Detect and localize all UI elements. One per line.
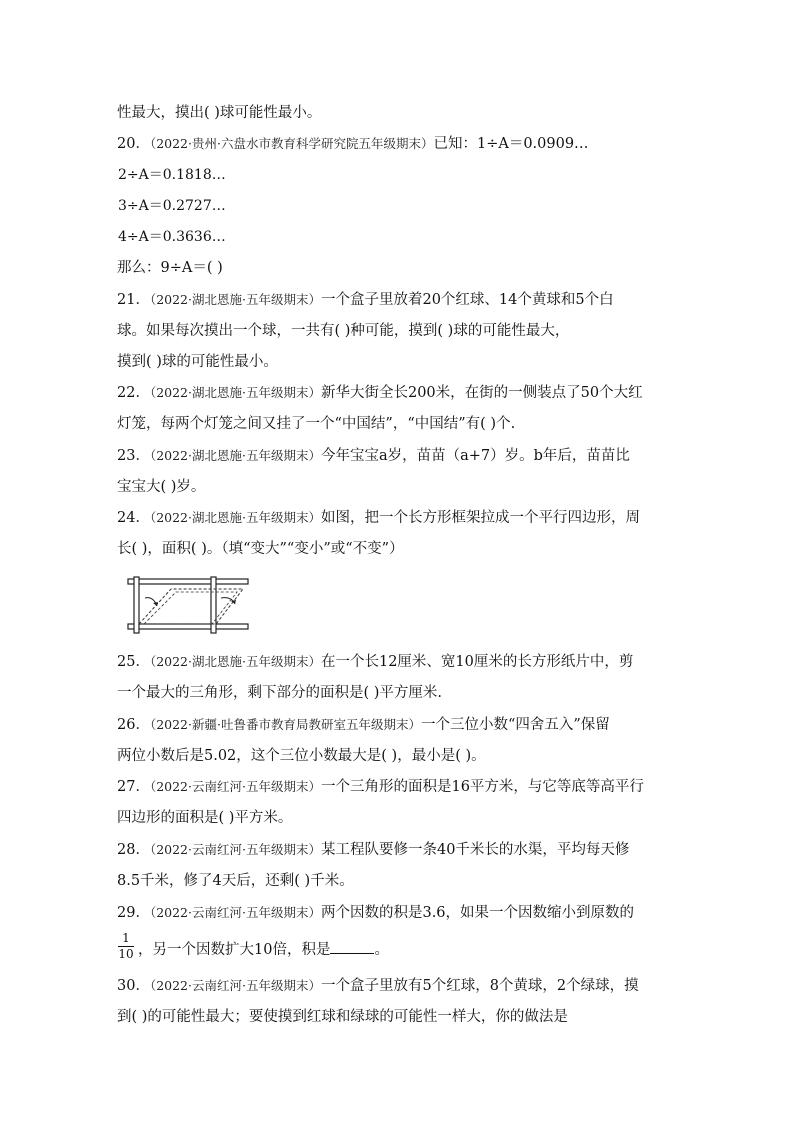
question-source: （2022·湖北恩施·五年级期末） bbox=[149, 292, 321, 307]
question-text: 一个三角形的面积是16平方米，与它等底等高平行 bbox=[320, 779, 644, 795]
question-number: 27． bbox=[117, 779, 150, 795]
question-21 bbox=[117, 290, 614, 310]
question-number: 21． bbox=[117, 292, 150, 308]
q24-line-2: 长( )，面积( )。（填“变大”“变小”或“不变”） bbox=[117, 541, 404, 557]
fraction-numerator: 1 bbox=[122, 931, 130, 945]
rectangle-frame-figure bbox=[127, 576, 249, 634]
q30-line-2: 到( )的可能性最大；要使摸到红球和绿球的可能性一样大，你的做法是 bbox=[117, 1009, 568, 1025]
frame-right-post bbox=[211, 577, 216, 633]
q20-equation-3: 4÷A＝0.3636… bbox=[118, 229, 226, 245]
question-text: 一个盒子里放着20个红球、14个黄球和5个白 bbox=[320, 292, 614, 308]
q28-line-2: 8.5千米，修了4天后，还剩( )千米。 bbox=[117, 873, 354, 889]
question-20 bbox=[117, 134, 589, 154]
q25-line-2: 一个最大的三角形，剩下部分的面积是( )平方厘米. bbox=[117, 685, 443, 701]
question-text: 某工程队要修一条40千米长的水渠，平均每天修 bbox=[320, 842, 630, 858]
question-26 bbox=[117, 715, 610, 735]
question-27 bbox=[117, 777, 644, 797]
frame-top-beam bbox=[128, 579, 248, 584]
q29-line-2 bbox=[138, 940, 389, 960]
question-text: 新华大街全长200米，在街的一侧装点了50个大红 bbox=[320, 385, 643, 401]
q21-line-2: 球。如果每次摸出一个球，一共有( )种可能，摸到( )球的可能性最大， bbox=[117, 323, 570, 339]
question-source: （2022·云南红河·五年级期末） bbox=[149, 905, 321, 920]
fraction-one-tenth bbox=[118, 932, 134, 961]
question-source: （2022·湖北恩施·五年级期末） bbox=[149, 510, 321, 525]
question-number: 24． bbox=[117, 510, 150, 526]
q29-line-2-text: ，另一个因数扩大10倍，积是 bbox=[138, 942, 331, 958]
question-number: 30． bbox=[117, 978, 150, 994]
q23-line-2: 宝宝大( )岁。 bbox=[117, 479, 206, 495]
dashed-parallelogram bbox=[139, 589, 243, 624]
question-text: 如图，把一个长方形框架拉成一个平行四边形，周 bbox=[320, 510, 640, 526]
question-30 bbox=[117, 976, 639, 996]
question-source: （2022·湖北恩施·五年级期末） bbox=[149, 654, 321, 669]
q20-equation-2: 3÷A＝0.2727… bbox=[118, 198, 226, 214]
question-number: 26． bbox=[117, 717, 150, 733]
question-number: 29． bbox=[117, 905, 150, 921]
question-source: （2022·云南红河·五年级期末） bbox=[149, 978, 321, 993]
question-25 bbox=[117, 652, 633, 672]
q21-line-3: 摸到( )球的可能性最小。 bbox=[117, 354, 278, 370]
question-text: 一个三位小数“四舍五入”保留 bbox=[420, 717, 610, 733]
question-source: （2022·新疆·吐鲁番市教育局教研室五年级期末） bbox=[149, 717, 421, 732]
q22-line-2: 灯笼，每两个灯笼之间又挂了一个“中国结”，“中国结”有( )个. bbox=[117, 416, 516, 432]
dashed-parallelogram-inner bbox=[144, 592, 237, 624]
question-source: （2022·贵州·六盘水市教育科学研究院五年级期末） bbox=[149, 136, 434, 151]
question-number: 28． bbox=[117, 842, 150, 858]
question-24 bbox=[117, 508, 640, 528]
q20-question: 那么：9÷A＝( ) bbox=[117, 260, 223, 276]
left-arrow bbox=[145, 598, 157, 606]
q19-tail: 性最大，摸出( )球可能性最小。 bbox=[117, 105, 322, 121]
answer-blank-line bbox=[330, 941, 374, 954]
question-source: （2022·湖北恩施·五年级期末） bbox=[149, 448, 321, 463]
question-number: 25． bbox=[117, 654, 150, 670]
question-29 bbox=[117, 903, 634, 923]
question-number: 20． bbox=[117, 136, 150, 152]
question-source: （2022·云南红河·五年级期末） bbox=[149, 779, 321, 794]
q20-equation-1: 2÷A＝0.1818… bbox=[118, 167, 226, 183]
frame-left-post bbox=[134, 577, 139, 633]
q27-line-2: 四边形的面积是( )平方米。 bbox=[117, 810, 293, 826]
q29-line-2-end: 。 bbox=[374, 942, 389, 958]
question-number: 22． bbox=[117, 385, 150, 401]
question-text: 一个盒子里放有5个红球，8个黄球，2个绿球，摸 bbox=[320, 978, 639, 994]
question-28 bbox=[117, 840, 629, 860]
question-source: （2022·湖北恩施·五年级期末） bbox=[149, 385, 321, 400]
question-text: 在一个长12厘米、宽10厘米的长方形纸片中，剪 bbox=[320, 654, 634, 670]
fraction-denominator: 10 bbox=[118, 947, 134, 961]
q26-line-2: 两位小数后是5.02，这个三位小数最大是( )，最小是( )。 bbox=[117, 748, 486, 764]
question-number: 23． bbox=[117, 448, 150, 464]
frame-bottom-beam bbox=[128, 624, 248, 629]
question-22 bbox=[117, 383, 643, 403]
question-text: 今年宝宝a岁，苗苗（a+7）岁。b年后，苗苗比 bbox=[320, 448, 630, 464]
question-23 bbox=[117, 446, 630, 466]
question-text: 两个因数的积是3.6，如果一个因数缩小到原数的 bbox=[320, 905, 635, 921]
question-text: 已知：1÷A＝0.0909… bbox=[433, 136, 589, 152]
question-source: （2022·云南红河·五年级期末） bbox=[149, 842, 321, 857]
